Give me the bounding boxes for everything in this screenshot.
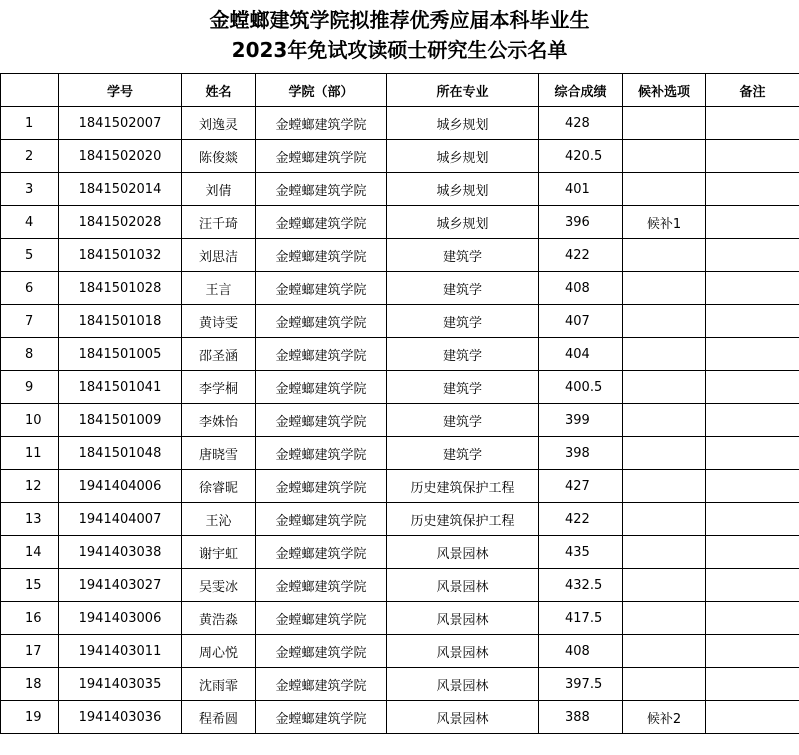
student-name-cell: 王言	[182, 272, 256, 305]
major-cell: 风景园林	[387, 701, 539, 734]
student-id-cell: 1841501018	[59, 305, 182, 338]
row-index-cell: 17	[1, 635, 59, 668]
student-id-cell: 1841501009	[59, 404, 182, 437]
alternate-option-cell	[623, 668, 706, 701]
note-cell	[706, 437, 799, 470]
score-cell: 397.5	[539, 668, 623, 701]
student-name-cell: 李学桐	[182, 371, 256, 404]
table-row	[1, 206, 799, 239]
score-cell: 396	[539, 206, 623, 239]
row-index-cell: 8	[1, 338, 59, 371]
score-cell: 400.5	[539, 371, 623, 404]
student-name-cell: 黄诗雯	[182, 305, 256, 338]
college-cell: 金螳螂建筑学院	[256, 173, 387, 206]
alternate-option-cell: 候补2	[623, 701, 706, 734]
major-cell: 建筑学	[387, 239, 539, 272]
row-index-cell: 9	[1, 371, 59, 404]
major-cell: 风景园林	[387, 668, 539, 701]
student-name-cell: 黄浩淼	[182, 602, 256, 635]
student-name-cell: 程希圆	[182, 701, 256, 734]
row-index-cell: 2	[1, 140, 59, 173]
note-cell	[706, 569, 799, 602]
row-index-cell: 15	[1, 569, 59, 602]
college-cell: 金螳螂建筑学院	[256, 272, 387, 305]
table-row	[1, 701, 799, 734]
student-id-cell: 1941403038	[59, 536, 182, 569]
college-cell: 金螳螂建筑学院	[256, 437, 387, 470]
alternate-option-cell	[623, 239, 706, 272]
college-cell: 金螳螂建筑学院	[256, 503, 387, 536]
major-cell: 城乡规划	[387, 173, 539, 206]
college-cell: 金螳螂建筑学院	[256, 701, 387, 734]
score-cell: 428	[539, 107, 623, 140]
table-row	[1, 107, 799, 140]
document-title-line1: 金螳螂建筑学院拟推荐优秀应届本科毕业生	[209, 8, 590, 32]
student-name-cell: 邵圣涵	[182, 338, 256, 371]
note-cell	[706, 404, 799, 437]
college-cell: 金螳螂建筑学院	[256, 602, 387, 635]
table-row	[1, 404, 799, 437]
alternate-option-cell	[623, 569, 706, 602]
student-name-cell: 陈俊燚	[182, 140, 256, 173]
row-index-cell: 7	[1, 305, 59, 338]
note-cell	[706, 338, 799, 371]
college-cell: 金螳螂建筑学院	[256, 635, 387, 668]
header-score: 综合成绩	[539, 74, 623, 107]
alternate-option-cell	[623, 503, 706, 536]
row-index-cell: 19	[1, 701, 59, 734]
candidate-table	[0, 73, 799, 734]
alternate-option-cell	[623, 338, 706, 371]
score-cell: 422	[539, 239, 623, 272]
student-id-cell: 1841502007	[59, 107, 182, 140]
alternate-option-cell	[623, 437, 706, 470]
college-cell: 金螳螂建筑学院	[256, 404, 387, 437]
score-cell: 417.5	[539, 602, 623, 635]
student-id-cell: 1841501032	[59, 239, 182, 272]
alternate-option-cell	[623, 404, 706, 437]
note-cell	[706, 140, 799, 173]
header-alternate: 候补选项	[623, 74, 706, 107]
note-cell	[706, 701, 799, 734]
header-major: 所在专业	[387, 74, 539, 107]
major-cell: 风景园林	[387, 536, 539, 569]
row-index-cell: 13	[1, 503, 59, 536]
college-cell: 金螳螂建筑学院	[256, 371, 387, 404]
student-id-cell: 1841501048	[59, 437, 182, 470]
score-cell: 435	[539, 536, 623, 569]
major-cell: 风景园林	[387, 569, 539, 602]
row-index-cell: 16	[1, 602, 59, 635]
student-name-cell: 汪千琦	[182, 206, 256, 239]
score-cell: 404	[539, 338, 623, 371]
table-row	[1, 437, 799, 470]
college-cell: 金螳螂建筑学院	[256, 107, 387, 140]
alternate-option-cell	[623, 107, 706, 140]
college-cell: 金螳螂建筑学院	[256, 206, 387, 239]
student-name-cell: 沈雨霏	[182, 668, 256, 701]
note-cell	[706, 470, 799, 503]
student-id-cell: 1941403011	[59, 635, 182, 668]
row-index-cell: 3	[1, 173, 59, 206]
student-id-cell: 1841502028	[59, 206, 182, 239]
major-cell: 风景园林	[387, 602, 539, 635]
row-index-cell: 1	[1, 107, 59, 140]
row-index-cell: 11	[1, 437, 59, 470]
note-cell	[706, 668, 799, 701]
note-cell	[706, 239, 799, 272]
major-cell: 建筑学	[387, 338, 539, 371]
header-note: 备注	[706, 74, 799, 107]
row-index-cell: 4	[1, 206, 59, 239]
header-name: 姓名	[182, 74, 256, 107]
score-cell: 388	[539, 701, 623, 734]
student-id-cell: 1841501028	[59, 272, 182, 305]
alternate-option-cell	[623, 635, 706, 668]
student-name-cell: 李姝怡	[182, 404, 256, 437]
student-id-cell: 1941404006	[59, 470, 182, 503]
major-cell: 建筑学	[387, 437, 539, 470]
student-id-cell: 1941403036	[59, 701, 182, 734]
note-cell	[706, 602, 799, 635]
college-cell: 金螳螂建筑学院	[256, 470, 387, 503]
note-cell	[706, 107, 799, 140]
table-row	[1, 140, 799, 173]
student-name-cell: 吴雯冰	[182, 569, 256, 602]
major-cell: 城乡规划	[387, 206, 539, 239]
alternate-option-cell	[623, 536, 706, 569]
college-cell: 金螳螂建筑学院	[256, 140, 387, 173]
table-row	[1, 371, 799, 404]
score-cell: 398	[539, 437, 623, 470]
alternate-option-cell	[623, 140, 706, 173]
score-cell: 407	[539, 305, 623, 338]
student-id-cell: 1941404007	[59, 503, 182, 536]
student-name-cell: 唐晓雪	[182, 437, 256, 470]
row-index-cell: 6	[1, 272, 59, 305]
header-college: 学院（部）	[256, 74, 387, 107]
student-id-cell: 1841501041	[59, 371, 182, 404]
student-name-cell: 王沁	[182, 503, 256, 536]
student-id-cell: 1841501005	[59, 338, 182, 371]
header-index	[1, 74, 59, 107]
college-cell: 金螳螂建筑学院	[256, 668, 387, 701]
alternate-option-cell	[623, 173, 706, 206]
score-cell: 427	[539, 470, 623, 503]
document-title-line2: 2023年免试攻读硕士研究生公示名单	[231, 38, 568, 62]
header-student-id: 学号	[59, 74, 182, 107]
student-name-cell: 刘逸灵	[182, 107, 256, 140]
alternate-option-cell	[623, 305, 706, 338]
note-cell	[706, 305, 799, 338]
score-cell: 399	[539, 404, 623, 437]
college-cell: 金螳螂建筑学院	[256, 569, 387, 602]
major-cell: 建筑学	[387, 272, 539, 305]
table-row	[1, 272, 799, 305]
major-cell: 建筑学	[387, 371, 539, 404]
row-index-cell: 10	[1, 404, 59, 437]
table-row	[1, 239, 799, 272]
table-header-row	[1, 74, 799, 107]
score-cell: 432.5	[539, 569, 623, 602]
table-row	[1, 470, 799, 503]
student-name-cell: 徐睿昵	[182, 470, 256, 503]
major-cell: 建筑学	[387, 305, 539, 338]
note-cell	[706, 272, 799, 305]
table-row	[1, 668, 799, 701]
row-index-cell: 12	[1, 470, 59, 503]
table-row	[1, 602, 799, 635]
major-cell: 城乡规划	[387, 140, 539, 173]
major-cell: 历史建筑保护工程	[387, 503, 539, 536]
table-row	[1, 503, 799, 536]
student-name-cell: 周心悦	[182, 635, 256, 668]
student-id-cell: 1941403006	[59, 602, 182, 635]
student-id-cell: 1941403027	[59, 569, 182, 602]
note-cell	[706, 503, 799, 536]
alternate-option-cell	[623, 602, 706, 635]
major-cell: 建筑学	[387, 404, 539, 437]
college-cell: 金螳螂建筑学院	[256, 239, 387, 272]
major-cell: 风景园林	[387, 635, 539, 668]
student-name-cell: 刘倩	[182, 173, 256, 206]
table-row	[1, 338, 799, 371]
score-cell: 408	[539, 272, 623, 305]
table-row	[1, 536, 799, 569]
score-cell: 401	[539, 173, 623, 206]
major-cell: 城乡规划	[387, 107, 539, 140]
note-cell	[706, 536, 799, 569]
college-cell: 金螳螂建筑学院	[256, 305, 387, 338]
row-index-cell: 14	[1, 536, 59, 569]
table-row	[1, 173, 799, 206]
note-cell	[706, 371, 799, 404]
table-row	[1, 305, 799, 338]
table-row	[1, 635, 799, 668]
alternate-option-cell	[623, 371, 706, 404]
score-cell: 408	[539, 635, 623, 668]
student-name-cell: 谢宇虹	[182, 536, 256, 569]
alternate-option-cell	[623, 272, 706, 305]
student-id-cell: 1841502014	[59, 173, 182, 206]
note-cell	[706, 206, 799, 239]
college-cell: 金螳螂建筑学院	[256, 338, 387, 371]
note-cell	[706, 635, 799, 668]
major-cell: 历史建筑保护工程	[387, 470, 539, 503]
row-index-cell: 18	[1, 668, 59, 701]
student-id-cell: 1941403035	[59, 668, 182, 701]
alternate-option-cell	[623, 470, 706, 503]
alternate-option-cell: 候补1	[623, 206, 706, 239]
student-id-cell: 1841502020	[59, 140, 182, 173]
table-row	[1, 569, 799, 602]
college-cell: 金螳螂建筑学院	[256, 536, 387, 569]
score-cell: 422	[539, 503, 623, 536]
note-cell	[706, 173, 799, 206]
row-index-cell: 5	[1, 239, 59, 272]
score-cell: 420.5	[539, 140, 623, 173]
student-name-cell: 刘思洁	[182, 239, 256, 272]
